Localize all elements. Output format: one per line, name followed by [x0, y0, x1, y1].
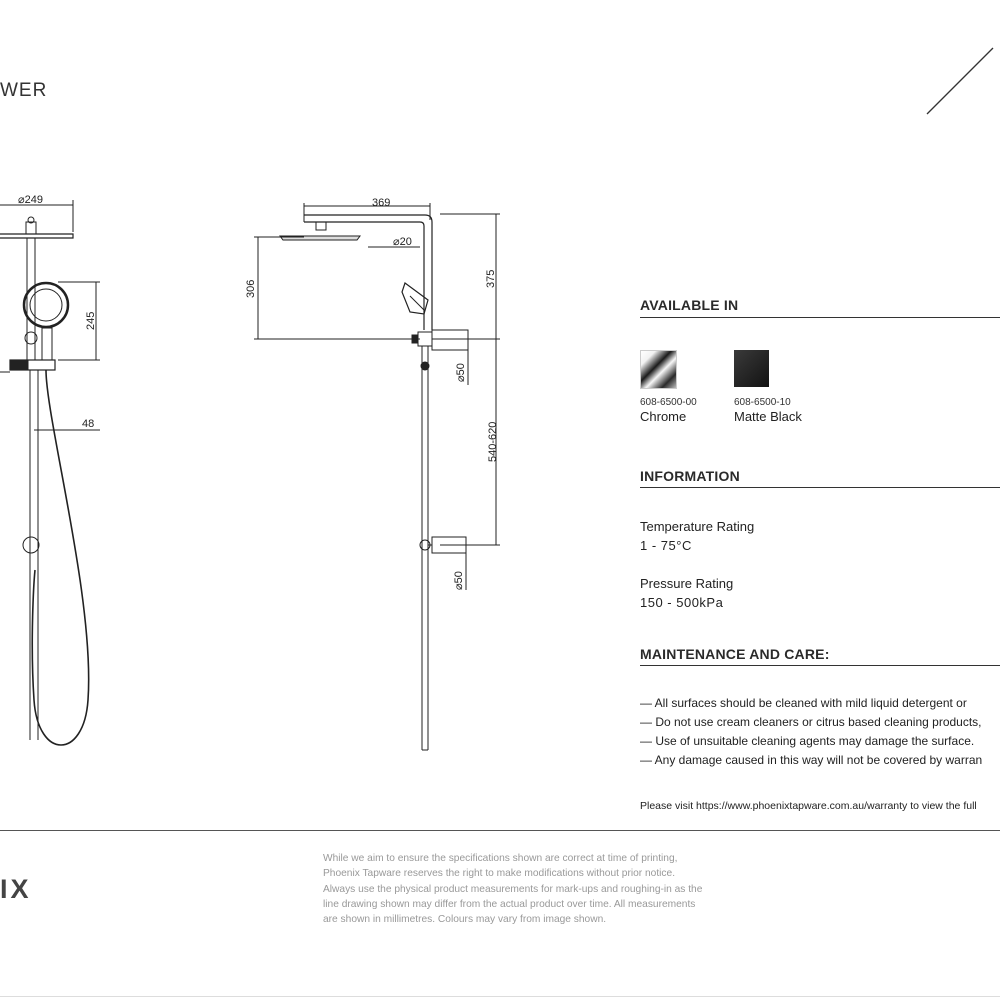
matte-black-swatch[interactable]: [734, 350, 769, 387]
pressure-rating-value: 150 - 500kPa: [640, 595, 724, 610]
information-heading: INFORMATION: [640, 468, 740, 484]
disclaimer-line: While we aim to ensure the specifications shown are correct at time of printing,: [323, 853, 678, 864]
dim-arm-height: 375: [485, 269, 497, 288]
maintenance-heading: MAINTENANCE AND CARE:: [640, 646, 830, 662]
dim-arm-length: 369: [372, 197, 391, 209]
chrome-swatch[interactable]: [640, 350, 677, 389]
maintenance-rule: [640, 665, 1000, 666]
bottom-divider: [0, 996, 1000, 997]
technical-drawing: [0, 180, 600, 760]
dim-arm-diameter: ⌀20: [393, 236, 412, 248]
disclaimer-line: Phoenix Tapware reserves the right to make modifications without prior notice.: [323, 868, 676, 880]
dim-rose-diameter: ⌀249: [18, 194, 43, 206]
matte-black-name: Matte Black: [734, 409, 802, 424]
disclaimer-line: Always use the physical product measurements for mark-ups and roughing-in as the: [323, 883, 703, 895]
chrome-code: 608-6500-00: [640, 397, 697, 408]
available-in-rule: [640, 317, 1000, 318]
chrome-name: Chrome: [640, 409, 687, 424]
footer-divider: [0, 830, 1000, 831]
temperature-rating-value: 1 - 75°C: [640, 538, 692, 553]
care-item: — All surfaces should be cleaned with mild liquid detergent or: [640, 696, 967, 710]
dim-outlet-top: ⌀50: [455, 363, 467, 382]
information-rule: [640, 487, 1000, 488]
pressure-rating-label: Pressure Rating: [640, 576, 734, 591]
care-item: — Any damage caused in this way will not be covered by warran: [640, 753, 983, 767]
dim-handset-height: 245: [85, 311, 97, 330]
front-view: [0, 200, 100, 745]
diagonal-line-decoration: [920, 40, 1000, 120]
disclaimer-line: are shown in millimetres. Colours may vary from image shown.: [323, 914, 607, 926]
dim-head-drop: 306: [245, 279, 257, 298]
care-item: — Use of unsuitable cleaning agents may damage the surface.: [640, 734, 975, 748]
warranty-note[interactable]: Please visit https://www.phoenixtapware.com.au/warranty to view the full: [640, 800, 977, 812]
available-in-heading: AVAILABLE IN: [640, 297, 739, 313]
disclaimer-line: line drawing shown may differ from the actual product over time. All measurements: [323, 898, 696, 910]
matte-black-code: 608-6500-10: [734, 397, 791, 408]
brand-logo: IX: [0, 874, 32, 904]
side-view: [254, 203, 500, 750]
care-item: — Do not use cream cleaners or citrus based cleaning products,: [640, 715, 982, 729]
dim-rail-length: 540-620: [487, 421, 499, 462]
dim-outlet-bottom: ⌀50: [453, 571, 465, 590]
disclaimer: [323, 851, 763, 927]
temperature-rating-label: Temperature Rating: [640, 519, 755, 534]
dim-hose-offset: 48: [82, 418, 95, 430]
product-title: WER: [0, 80, 48, 101]
